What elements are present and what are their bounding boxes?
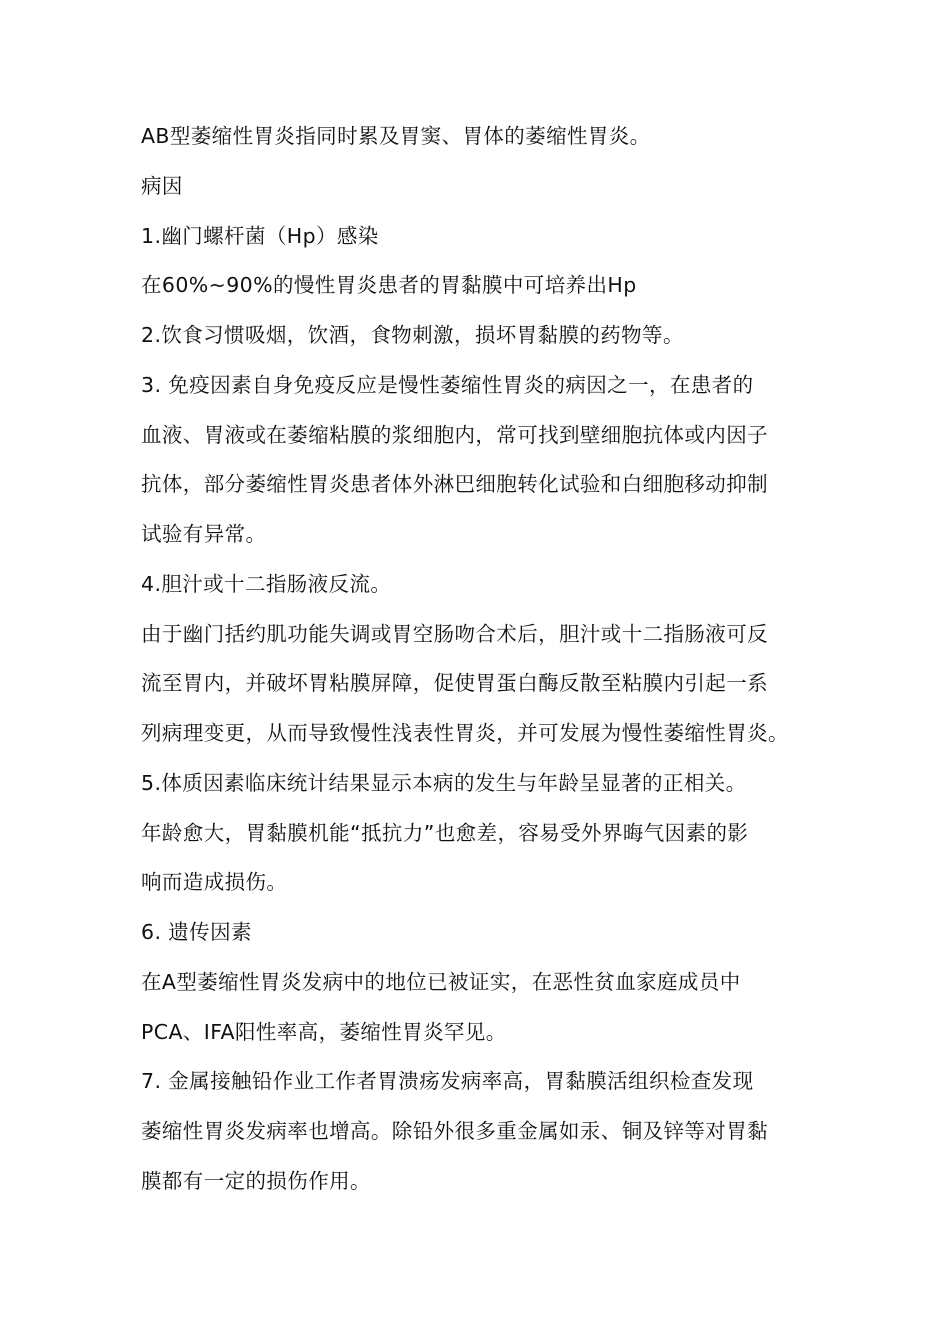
list-item-diet: 2.饮食习惯吸烟，饮酒，食物刺激，损坏胃黏膜的药物等。	[141, 323, 684, 347]
text-line-type-ab-definition: AB型萎缩性胃炎指同时累及胃窦、胃体的萎缩性胃炎。	[141, 124, 651, 148]
text-line-immune-3: 抗体，部分萎缩性胃炎患者体外淋巴细胞转化试验和白细胞移动抑制	[141, 472, 768, 496]
list-item-constitution: 5.体质因素临床统计结果显示本病的发生与年龄呈显著的正相关。	[141, 771, 747, 795]
list-item-immune-factor: 3. 免疫因素自身免疫反应是慢性萎缩性胃炎的病因之一，在患者的	[141, 373, 754, 397]
text-line-metal-2: 萎缩性胃炎发病率也增高。除铅外很多重金属如汞、铜及锌等对胃黏	[141, 1119, 768, 1143]
text-line-age-2: 响而造成损伤。	[141, 870, 288, 894]
list-item-genetic: 6. 遗传因素	[141, 920, 252, 944]
text-line-genetic-2: PCA、IFA阳性率高，萎缩性胃炎罕见。	[141, 1020, 507, 1044]
list-item-bile-reflux: 4.胆汁或十二指肠液反流。	[141, 572, 392, 596]
text-line-hp-rate: 在60%~90%的慢性胃炎患者的胃黏膜中可培养出Hp	[141, 273, 637, 297]
text-line-reflux-1: 由于幽门括约肌功能失调或胃空肠吻合术后，胆汁或十二指肠液可反	[141, 622, 768, 646]
text-line-genetic-1: 在A型萎缩性胃炎发病中的地位已被证实，在恶性贫血家庭成员中	[141, 970, 741, 994]
list-item-metal-exposure: 7. 金属接触铅作业工作者胃溃疡发病率高，胃黏膜活组织检查发现	[141, 1069, 754, 1093]
list-item-hp-infection: 1.幽门螺杆菌（Hp）感染	[141, 224, 379, 248]
section-heading-etiology: 病因	[141, 174, 183, 198]
text-line-immune-2: 血液、胃液或在萎缩粘膜的浆细胞内，常可找到壁细胞抗体或内因子	[141, 423, 768, 447]
text-line-immune-4: 试验有异常。	[141, 522, 267, 546]
text-line-reflux-2: 流至胃内，并破坏胃粘膜屏障，促使胃蛋白酶反散至粘膜内引起一系	[141, 671, 768, 695]
text-line-metal-3: 膜都有一定的损伤作用。	[141, 1169, 371, 1193]
text-line-reflux-3: 列病理变更，从而导致慢性浅表性胃炎，并可发展为慢性萎缩性胃炎。	[141, 721, 789, 745]
text-line-age-1: 年龄愈大，胃黏膜机能“抵抗力”也愈差，容易受外界晦气因素的影	[141, 821, 749, 845]
